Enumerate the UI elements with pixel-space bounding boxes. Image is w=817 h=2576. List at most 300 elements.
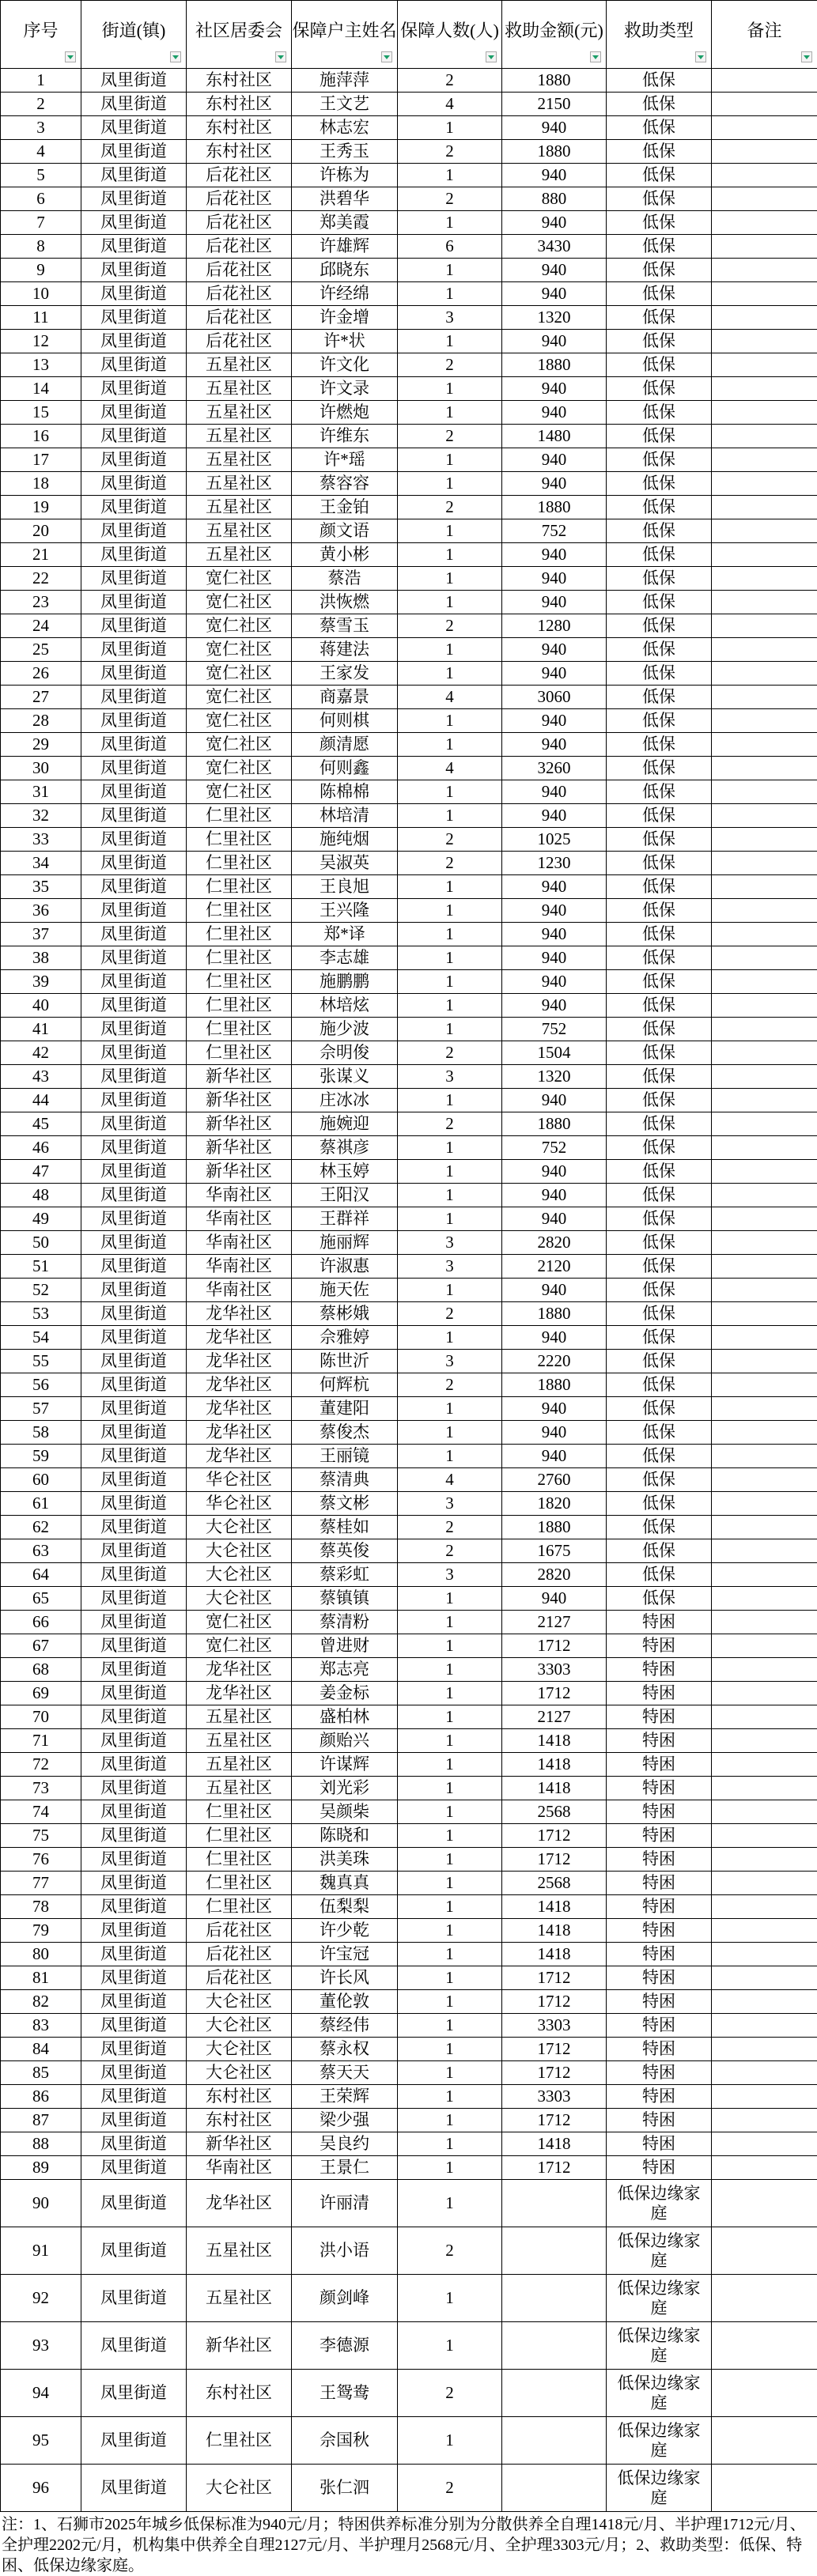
cell-amount: 3260 xyxy=(502,757,607,780)
cell-community: 后花社区 xyxy=(187,282,292,306)
table-row xyxy=(1,1682,817,1705)
cell-persons: 3 xyxy=(398,1065,502,1089)
cell-amount: 1418 xyxy=(502,1943,607,1966)
cell-community: 大仑社区 xyxy=(187,2014,292,2038)
filter-dropdown-button[interactable] xyxy=(590,51,601,62)
cell-note xyxy=(712,686,817,709)
cell-type: 低保 xyxy=(607,780,712,804)
cell-no: 85 xyxy=(1,2061,81,2085)
cell-amount: 880 xyxy=(502,187,607,211)
cell-community: 新华社区 xyxy=(187,2322,292,2370)
filter-dropdown-button[interactable] xyxy=(381,51,392,62)
cell-type: 低保 xyxy=(607,1255,712,1279)
cell-amount: 1712 xyxy=(502,1824,607,1848)
cell-type: 特困 xyxy=(607,1634,712,1658)
cell-note xyxy=(712,1516,817,1539)
cell-no: 88 xyxy=(1,2132,81,2156)
cell-street: 凤里街道 xyxy=(81,1658,187,1682)
cell-type: 低保 xyxy=(607,1563,712,1587)
cell-note xyxy=(712,1729,817,1753)
cell-street: 凤里街道 xyxy=(81,187,187,211)
cell-amount: 2120 xyxy=(502,1255,607,1279)
cell-amount: 3303 xyxy=(502,2085,607,2109)
cell-name: 许栋为 xyxy=(292,164,398,187)
cell-type: 特困 xyxy=(607,1872,712,1895)
cell-persons: 1 xyxy=(398,259,502,282)
cell-note xyxy=(712,757,817,780)
cell-street: 凤里街道 xyxy=(81,1445,187,1468)
cell-note xyxy=(712,2322,817,2370)
cell-community: 宽仁社区 xyxy=(187,757,292,780)
cell-amount: 940 xyxy=(502,899,607,923)
cell-name: 许长风 xyxy=(292,1966,398,1990)
cell-amount: 1504 xyxy=(502,1041,607,1065)
cell-note xyxy=(712,662,817,686)
cell-name: 蔡经伟 xyxy=(292,2014,398,2038)
cell-amount: 752 xyxy=(502,519,607,543)
cell-name: 蔡永权 xyxy=(292,2038,398,2061)
cell-note xyxy=(712,140,817,164)
cell-no: 59 xyxy=(1,1445,81,1468)
table-row xyxy=(1,2132,817,2156)
cell-community: 宽仁社区 xyxy=(187,662,292,686)
cell-persons: 1 xyxy=(398,709,502,733)
cell-name: 蔡容容 xyxy=(292,472,398,496)
cell-name: 佘明俊 xyxy=(292,1041,398,1065)
cell-name: 姜金标 xyxy=(292,1682,398,1705)
cell-name: 何则鑫 xyxy=(292,757,398,780)
cell-name: 颜剑峰 xyxy=(292,2275,398,2322)
table-row xyxy=(1,1112,817,1136)
cell-no: 49 xyxy=(1,1207,81,1231)
cell-name: 施萍萍 xyxy=(292,69,398,93)
cell-type: 特困 xyxy=(607,1895,712,1919)
cell-type: 低保 xyxy=(607,282,712,306)
cell-amount: 940 xyxy=(502,1421,607,1445)
cell-community: 宽仁社区 xyxy=(187,614,292,638)
cell-no: 66 xyxy=(1,1611,81,1634)
cell-no: 64 xyxy=(1,1563,81,1587)
cell-type: 低保 xyxy=(607,1468,712,1492)
cell-no: 54 xyxy=(1,1326,81,1350)
cell-persons: 4 xyxy=(398,686,502,709)
table-row xyxy=(1,923,817,946)
cell-persons: 2 xyxy=(398,1539,502,1563)
cell-type: 低保 xyxy=(607,1302,712,1326)
cell-community: 新华社区 xyxy=(187,1089,292,1112)
table-row xyxy=(1,1089,817,1112)
column-header-label: 保障户主姓名 xyxy=(292,17,397,42)
table-row xyxy=(1,1611,817,1634)
cell-name: 张仁泗 xyxy=(292,2465,398,2512)
cell-street: 凤里街道 xyxy=(81,1872,187,1895)
cell-no: 94 xyxy=(1,2370,81,2417)
cell-note xyxy=(712,69,817,93)
cell-community: 东村社区 xyxy=(187,2370,292,2417)
cell-persons: 1 xyxy=(398,448,502,472)
cell-no: 77 xyxy=(1,1872,81,1895)
cell-note xyxy=(712,2014,817,2038)
cell-type: 低保 xyxy=(607,1539,712,1563)
cell-no: 34 xyxy=(1,852,81,875)
cell-street: 凤里街道 xyxy=(81,116,187,140)
cell-name: 吴颜柴 xyxy=(292,1800,398,1824)
cell-name: 许文化 xyxy=(292,353,398,377)
cell-community: 仁里社区 xyxy=(187,2417,292,2465)
cell-note xyxy=(712,994,817,1018)
cell-type: 低保 xyxy=(607,733,712,757)
cell-persons: 4 xyxy=(398,757,502,780)
cell-no: 53 xyxy=(1,1302,81,1326)
cell-street: 凤里街道 xyxy=(81,69,187,93)
table-row xyxy=(1,2370,817,2417)
cell-note xyxy=(712,116,817,140)
table-row xyxy=(1,780,817,804)
cell-persons: 1 xyxy=(398,2275,502,2322)
cell-name: 许燃炮 xyxy=(292,401,398,425)
cell-street: 凤里街道 xyxy=(81,519,187,543)
cell-amount: 1712 xyxy=(502,1848,607,1872)
cell-type: 特困 xyxy=(607,1943,712,1966)
cell-type: 低保 xyxy=(607,994,712,1018)
cell-street: 凤里街道 xyxy=(81,1966,187,1990)
table-row xyxy=(1,1943,817,1966)
cell-type: 低保 xyxy=(607,140,712,164)
filter-dropdown-button[interactable] xyxy=(170,51,181,62)
cell-type: 低保 xyxy=(607,448,712,472)
cell-name: 许金增 xyxy=(292,306,398,330)
table-row xyxy=(1,2038,817,2061)
cell-name: 洪美珠 xyxy=(292,1848,398,1872)
cell-street: 凤里街道 xyxy=(81,946,187,970)
column-header-label: 序号 xyxy=(1,17,81,42)
filter-dropdown-button[interactable] xyxy=(486,51,497,62)
cell-community: 龙华社区 xyxy=(187,1445,292,1468)
cell-amount: 1880 xyxy=(502,1302,607,1326)
cell-amount: 2220 xyxy=(502,1350,607,1373)
cell-name: 许淑惠 xyxy=(292,1255,398,1279)
column-header-amount xyxy=(502,1,607,69)
cell-note xyxy=(712,1872,817,1895)
cell-community: 华南社区 xyxy=(187,2156,292,2180)
table-row xyxy=(1,1302,817,1326)
cell-persons: 1 xyxy=(398,2109,502,2132)
cell-street: 凤里街道 xyxy=(81,2370,187,2417)
cell-type: 低保 xyxy=(607,1587,712,1611)
cell-name: 王良旭 xyxy=(292,875,398,899)
cell-no: 69 xyxy=(1,1682,81,1705)
cell-community: 大仑社区 xyxy=(187,2465,292,2512)
cell-amount: 2150 xyxy=(502,93,607,116)
cell-amount: 940 xyxy=(502,567,607,591)
column-header-label: 备注 xyxy=(712,17,817,42)
cell-street: 凤里街道 xyxy=(81,1943,187,1966)
table-row xyxy=(1,662,817,686)
cell-community: 大仑社区 xyxy=(187,1587,292,1611)
cell-type: 特困 xyxy=(607,1658,712,1682)
cell-name: 魏真真 xyxy=(292,1872,398,1895)
cell-no: 65 xyxy=(1,1587,81,1611)
cell-amount: 940 xyxy=(502,875,607,899)
cell-type: 低保 xyxy=(607,259,712,282)
cell-name: 洪小语 xyxy=(292,2227,398,2275)
cell-persons: 1 xyxy=(398,2417,502,2465)
cell-persons: 2 xyxy=(398,425,502,448)
cell-name: 吴良约 xyxy=(292,2132,398,2156)
cell-community: 仁里社区 xyxy=(187,970,292,994)
cell-street: 凤里街道 xyxy=(81,852,187,875)
table-row xyxy=(1,1587,817,1611)
cell-persons: 3 xyxy=(398,306,502,330)
cell-name: 伍梨梨 xyxy=(292,1895,398,1919)
table-row xyxy=(1,1279,817,1302)
cell-note xyxy=(712,1824,817,1848)
cell-persons: 4 xyxy=(398,1468,502,1492)
cell-amount: 940 xyxy=(502,1587,607,1611)
cell-no: 16 xyxy=(1,425,81,448)
cell-community: 大仑社区 xyxy=(187,1516,292,1539)
cell-community: 五星社区 xyxy=(187,519,292,543)
cell-persons: 1 xyxy=(398,164,502,187)
cell-street: 凤里街道 xyxy=(81,875,187,899)
cell-community: 华南社区 xyxy=(187,1279,292,1302)
cell-persons: 1 xyxy=(398,970,502,994)
table-row xyxy=(1,852,817,875)
table-row xyxy=(1,1658,817,1682)
cell-community: 东村社区 xyxy=(187,93,292,116)
cell-persons: 1 xyxy=(398,1089,502,1112)
cell-type: 低保 xyxy=(607,1279,712,1302)
cell-persons: 6 xyxy=(398,235,502,259)
cell-street: 凤里街道 xyxy=(81,1326,187,1350)
cell-no: 51 xyxy=(1,1255,81,1279)
cell-no: 25 xyxy=(1,638,81,662)
cell-community: 后花社区 xyxy=(187,211,292,235)
table-row xyxy=(1,211,817,235)
cell-persons: 1 xyxy=(398,662,502,686)
cell-type: 低保 xyxy=(607,1160,712,1184)
cell-amount xyxy=(502,2275,607,2322)
table-row xyxy=(1,2156,817,2180)
filter-dropdown-icon xyxy=(278,55,284,59)
cell-note xyxy=(712,1658,817,1682)
cell-no: 5 xyxy=(1,164,81,187)
cell-no: 6 xyxy=(1,187,81,211)
cell-street: 凤里街道 xyxy=(81,2038,187,2061)
cell-type: 特困 xyxy=(607,1990,712,2014)
cell-community: 后花社区 xyxy=(187,164,292,187)
cell-type: 低保 xyxy=(607,472,712,496)
cell-community: 新华社区 xyxy=(187,1112,292,1136)
column-header-persons xyxy=(398,1,502,69)
cell-persons: 3 xyxy=(398,1492,502,1516)
table-row xyxy=(1,686,817,709)
cell-community: 东村社区 xyxy=(187,2109,292,2132)
cell-type: 低保 xyxy=(607,1397,712,1421)
cell-amount: 1712 xyxy=(502,1634,607,1658)
cell-community: 大仑社区 xyxy=(187,2061,292,2085)
table-row xyxy=(1,235,817,259)
cell-community: 华仑社区 xyxy=(187,1492,292,1516)
cell-no: 33 xyxy=(1,828,81,852)
table-row xyxy=(1,1373,817,1397)
cell-no: 93 xyxy=(1,2322,81,2370)
cell-persons: 2 xyxy=(398,140,502,164)
cell-persons: 2 xyxy=(398,1516,502,1539)
cell-type: 特困 xyxy=(607,1919,712,1943)
cell-name: 王文艺 xyxy=(292,93,398,116)
filter-dropdown-button[interactable] xyxy=(65,51,76,62)
cell-street: 凤里街道 xyxy=(81,1468,187,1492)
table-row xyxy=(1,164,817,187)
cell-persons: 1 xyxy=(398,401,502,425)
cell-name: 王群祥 xyxy=(292,1207,398,1231)
cell-amount: 940 xyxy=(502,733,607,757)
cell-street: 凤里街道 xyxy=(81,2465,187,2512)
cell-name: 施鹏鹏 xyxy=(292,970,398,994)
cell-street: 凤里街道 xyxy=(81,1302,187,1326)
column-header-label: 救助金额(元) xyxy=(502,17,606,42)
cell-street: 凤里街道 xyxy=(81,93,187,116)
cell-persons: 1 xyxy=(398,2132,502,2156)
cell-note xyxy=(712,1990,817,2014)
cell-no: 19 xyxy=(1,496,81,519)
cell-persons: 3 xyxy=(398,1231,502,1255)
column-header-note xyxy=(712,1,817,69)
footnote: 注：1、石狮市2025年城乡低保标准为940元/月；特困供养标准分别为分散供养全自理1418元/月、半护理1712元/月、全护理2202元/月，机构集中供养全自理2127元/月、半护理月2568元/月、全护理3303元/月；2、救助类型：低保、特困、低保边缘家庭。 xyxy=(0,2512,817,2576)
cell-amount: 1712 xyxy=(502,1990,607,2014)
table-row xyxy=(1,1516,817,1539)
cell-street: 凤里街道 xyxy=(81,377,187,401)
cell-name: 林志宏 xyxy=(292,116,398,140)
table-row xyxy=(1,1468,817,1492)
filter-dropdown-button[interactable] xyxy=(275,51,286,62)
cell-street: 凤里街道 xyxy=(81,496,187,519)
cell-note xyxy=(712,1018,817,1041)
cell-street: 凤里街道 xyxy=(81,638,187,662)
cell-name: 佘雅婷 xyxy=(292,1326,398,1350)
cell-no: 57 xyxy=(1,1397,81,1421)
cell-street: 凤里街道 xyxy=(81,1207,187,1231)
cell-type: 低保 xyxy=(607,1207,712,1231)
cell-type: 特困 xyxy=(607,1800,712,1824)
cell-street: 凤里街道 xyxy=(81,1112,187,1136)
cell-name: 张谋义 xyxy=(292,1065,398,1089)
cell-note xyxy=(712,2085,817,2109)
cell-name: 蔡彩虹 xyxy=(292,1563,398,1587)
cell-amount: 1480 xyxy=(502,425,607,448)
cell-community: 五星社区 xyxy=(187,1705,292,1729)
cell-street: 凤里街道 xyxy=(81,1231,187,1255)
table-row xyxy=(1,1136,817,1160)
table-row xyxy=(1,1705,817,1729)
cell-type: 特困 xyxy=(607,2156,712,2180)
filter-dropdown-icon xyxy=(804,55,810,59)
cell-no: 45 xyxy=(1,1112,81,1136)
cell-note xyxy=(712,306,817,330)
cell-street: 凤里街道 xyxy=(81,1895,187,1919)
table-row xyxy=(1,496,817,519)
cell-name: 蔡桂如 xyxy=(292,1516,398,1539)
cell-street: 凤里街道 xyxy=(81,1492,187,1516)
cell-amount: 1418 xyxy=(502,1895,607,1919)
cell-note xyxy=(712,448,817,472)
cell-name: 王兴隆 xyxy=(292,899,398,923)
cell-note xyxy=(712,709,817,733)
cell-community: 龙华社区 xyxy=(187,2180,292,2227)
cell-amount: 3060 xyxy=(502,686,607,709)
cell-amount xyxy=(502,2227,607,2275)
cell-name: 梁少强 xyxy=(292,2109,398,2132)
cell-street: 凤里街道 xyxy=(81,828,187,852)
cell-type: 低保 xyxy=(607,187,712,211)
cell-amount: 1418 xyxy=(502,2132,607,2156)
cell-note xyxy=(712,1705,817,1729)
table-row xyxy=(1,187,817,211)
table-row xyxy=(1,875,817,899)
cell-amount: 940 xyxy=(502,923,607,946)
table-header xyxy=(1,1,817,69)
cell-street: 凤里街道 xyxy=(81,140,187,164)
table-row xyxy=(1,733,817,757)
cell-note xyxy=(712,1895,817,1919)
table-row xyxy=(1,1990,817,2014)
cell-street: 凤里街道 xyxy=(81,591,187,614)
cell-street: 凤里街道 xyxy=(81,1041,187,1065)
table-row xyxy=(1,259,817,282)
filter-dropdown-icon xyxy=(172,55,179,59)
cell-note xyxy=(712,543,817,567)
cell-name: 李志雄 xyxy=(292,946,398,970)
table-row xyxy=(1,2180,817,2227)
cell-street: 凤里街道 xyxy=(81,1800,187,1824)
table-row xyxy=(1,1872,817,1895)
cell-note xyxy=(712,1326,817,1350)
cell-street: 凤里街道 xyxy=(81,1848,187,1872)
cell-community: 华南社区 xyxy=(187,1184,292,1207)
cell-type: 低保 xyxy=(607,211,712,235)
cell-note xyxy=(712,2417,817,2465)
cell-name: 许经绵 xyxy=(292,282,398,306)
cell-persons: 1 xyxy=(398,780,502,804)
cell-amount: 940 xyxy=(502,1445,607,1468)
cell-persons: 2 xyxy=(398,2465,502,2512)
cell-persons: 1 xyxy=(398,1705,502,1729)
column-header-type xyxy=(607,1,712,69)
cell-note xyxy=(712,567,817,591)
cell-community: 五星社区 xyxy=(187,2227,292,2275)
filter-dropdown-button[interactable] xyxy=(695,51,706,62)
cell-street: 凤里街道 xyxy=(81,1682,187,1705)
filter-dropdown-button[interactable] xyxy=(801,51,812,62)
cell-amount: 940 xyxy=(502,401,607,425)
column-header-label: 街道(镇) xyxy=(81,17,186,42)
table-row xyxy=(1,353,817,377)
cell-note xyxy=(712,330,817,353)
cell-type: 特困 xyxy=(607,1753,712,1777)
cell-type: 低保 xyxy=(607,116,712,140)
cell-street: 凤里街道 xyxy=(81,1919,187,1943)
cell-type: 特困 xyxy=(607,1682,712,1705)
table-row xyxy=(1,543,817,567)
cell-type: 低保边缘家庭 xyxy=(607,2180,712,2227)
cell-name: 王金铂 xyxy=(292,496,398,519)
cell-community: 新华社区 xyxy=(187,2132,292,2156)
cell-name: 邱晓东 xyxy=(292,259,398,282)
cell-persons: 1 xyxy=(398,211,502,235)
cell-amount: 1712 xyxy=(502,2038,607,2061)
table-row xyxy=(1,1729,817,1753)
